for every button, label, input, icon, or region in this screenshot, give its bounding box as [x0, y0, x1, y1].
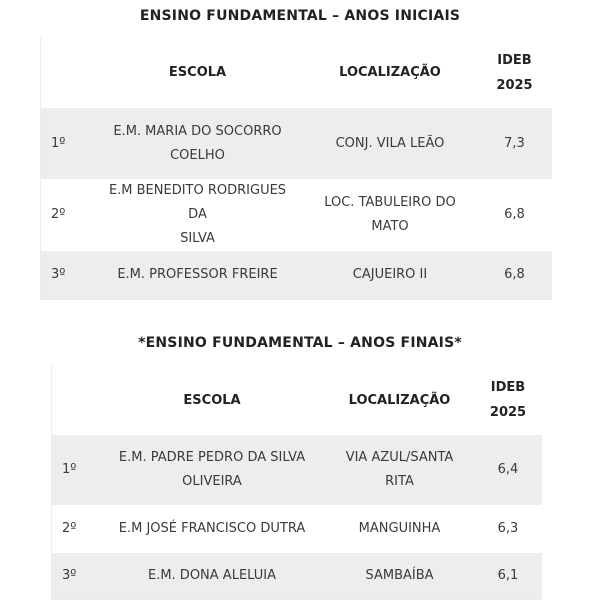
escola-header: ESCOLA	[183, 392, 241, 408]
localizacao-cell	[325, 505, 475, 553]
localizacao-header: LOCALIZAÇÃO	[339, 65, 441, 80]
escola-line: E.M. PADRE PEDRO DA SILVA	[118, 450, 306, 465]
localizacao-cell	[303, 108, 478, 179]
rank-cell: 2º	[62, 521, 77, 536]
table-row	[52, 435, 542, 505]
table-row	[52, 505, 542, 553]
table-header-row	[41, 37, 552, 108]
section-title-anos-iniciais: ENSINO FUNDAMENTAL – ANOS INICIAIS	[139, 8, 461, 24]
ideb-header	[478, 37, 552, 108]
ideb-header	[475, 365, 542, 435]
section-title-anos-finais: *ENSINO FUNDAMENTAL – ANOS FINAIS*	[138, 335, 462, 351]
localizacao-line: MANGUINHA	[358, 521, 441, 536]
escola-header: ESCOLA	[168, 65, 227, 80]
escola-cell	[93, 108, 303, 179]
table-row	[41, 251, 552, 299]
localizacao-line: CAJUEIRO II	[352, 266, 428, 282]
escola-line: OLIVEIRA	[182, 474, 242, 489]
localizacao-line: CONJ. VILA LEÃO	[335, 135, 445, 151]
escola-cell	[100, 505, 325, 553]
localizacao-line: LOC. TABULEIRO DO	[324, 195, 456, 210]
rank-cell: 3º	[51, 266, 66, 282]
ideb-cell: 6,1	[497, 567, 519, 583]
ideb-cell: 6,3	[497, 521, 519, 536]
table-header-row	[52, 365, 542, 435]
escola-line: E.M. DONA ALELUIA	[147, 567, 276, 583]
rank-cell: 1º	[62, 462, 77, 477]
ideb-header-line2: 2025	[496, 77, 533, 93]
localizacao-cell	[303, 179, 478, 251]
table-row	[41, 108, 552, 179]
escola-line: E.M. MARIA DO SOCORRO	[113, 123, 282, 139]
ideb-header-line1: IDEB	[490, 380, 526, 395]
ideb-cell: 6,8	[504, 266, 525, 282]
ideb-cell: 6,8	[504, 207, 525, 222]
ideb-cell: 7,3	[504, 135, 525, 151]
escola-line: SILVA	[180, 231, 215, 246]
localizacao-header: LOCALIZAÇÃO	[348, 392, 451, 408]
ideb-header-line2: 2025	[489, 405, 527, 420]
escola-line: E.M BENEDITO RODRIGUES DA	[108, 183, 287, 222]
rank-cell: 3º	[62, 567, 77, 583]
localizacao-line: RITA	[385, 474, 414, 489]
escola-cell	[100, 435, 325, 505]
ideb-header-line1: IDEB	[497, 52, 532, 68]
localizacao-line: SAMBAÍBA	[365, 567, 434, 583]
escola-line: COELHO	[170, 147, 225, 163]
localizacao-cell	[325, 435, 475, 505]
escola-cell	[93, 251, 303, 299]
localizacao-line: VIA AZUL/SANTA	[345, 450, 454, 465]
escola-line: E.M JOSÉ FRANCISCO DUTRA	[118, 521, 306, 536]
localizacao-cell	[303, 251, 478, 299]
rank-header	[52, 365, 100, 435]
ranking-table-anos-finais	[51, 365, 542, 600]
escola-line: E.M. PROFESSOR FREIRE	[117, 266, 278, 282]
escola-cell	[100, 553, 325, 599]
rank-header	[41, 37, 93, 108]
ranking-table-anos-iniciais	[40, 37, 552, 300]
rank-cell: 2º	[51, 207, 66, 222]
localizacao-line: MATO	[371, 219, 409, 234]
table-row	[41, 179, 552, 251]
ideb-cell: 6,4	[497, 462, 519, 477]
escola-cell	[93, 179, 303, 251]
localizacao-cell	[325, 553, 475, 599]
table-row	[52, 553, 542, 599]
rank-cell: 1º	[51, 135, 66, 151]
